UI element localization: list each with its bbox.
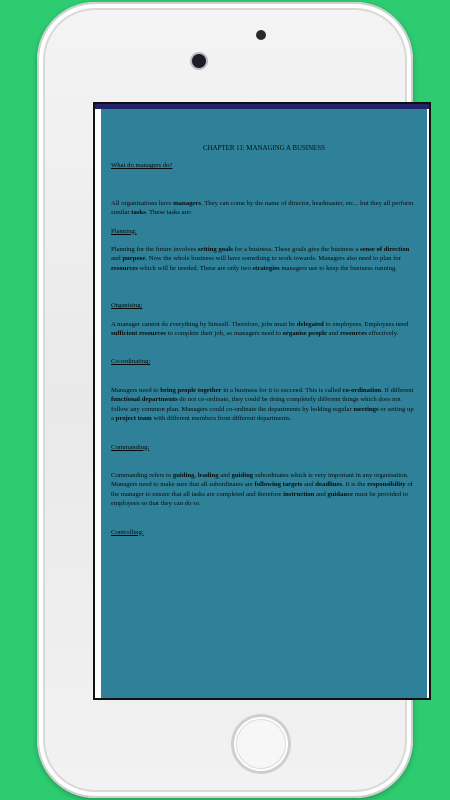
intro-paragraph: All organizations have managers. They can come by the name of director, headmaster, etc... but they all perform similar tasks. These tasks are: [111,199,414,217]
phone-frame [37,2,413,798]
heading-commanding: Commanding: [111,443,150,451]
coordinating-paragraph: Managers need to bring people together in a business for it to succeed. This is called co-ordination. If different functional departments do not co-ordinate, they could be doing completely different things which does not follow any common plan. Managers could co-ordinate the departments by holding regular meetings or setting up a project team with different members from different departments. [111,386,414,423]
commanding-paragraph: Commanding refers to guiding, leading and guiding subordinates which is very important in any organisation. Managers need to make sure that all subordinates are following targets and deadlines. It is the responsibility of the manager to ensure that all tasks are completed and therefore instruction and guidance must be provided to employees so that they can do so. [111,471,413,508]
front-camera [192,54,206,68]
heading-controlling: Controlling: [111,528,144,536]
heading-planning: Planning: [111,227,137,235]
speaker [256,30,266,40]
planning-paragraph: Planning for the future involves setting goals for a business. These goals give the business a sense of direction and purpose. Now the whole business will have something to work towards. Managers also need to plan for resources which will be needed. These are only two strategies managers use to keep the business running. [111,246,410,272]
organising-paragraph: A manager cannot do everything by himself. Therefore, jobs must be delegated to employees. Employees need sufficient resources to complete their job, so managers need to organise people and resources effectively. [111,320,409,338]
heading-coordinating: Co-ordinating: [111,358,151,366]
heading-what-do-managers-do: What do managers do? [111,162,173,170]
screen [93,102,431,700]
home-button[interactable] [231,714,291,774]
heading-organising: Organising: [111,302,143,310]
document-page[interactable] [101,109,427,698]
document-title: CHAPTER 11: MANAGING A BUSINESS [203,145,325,152]
